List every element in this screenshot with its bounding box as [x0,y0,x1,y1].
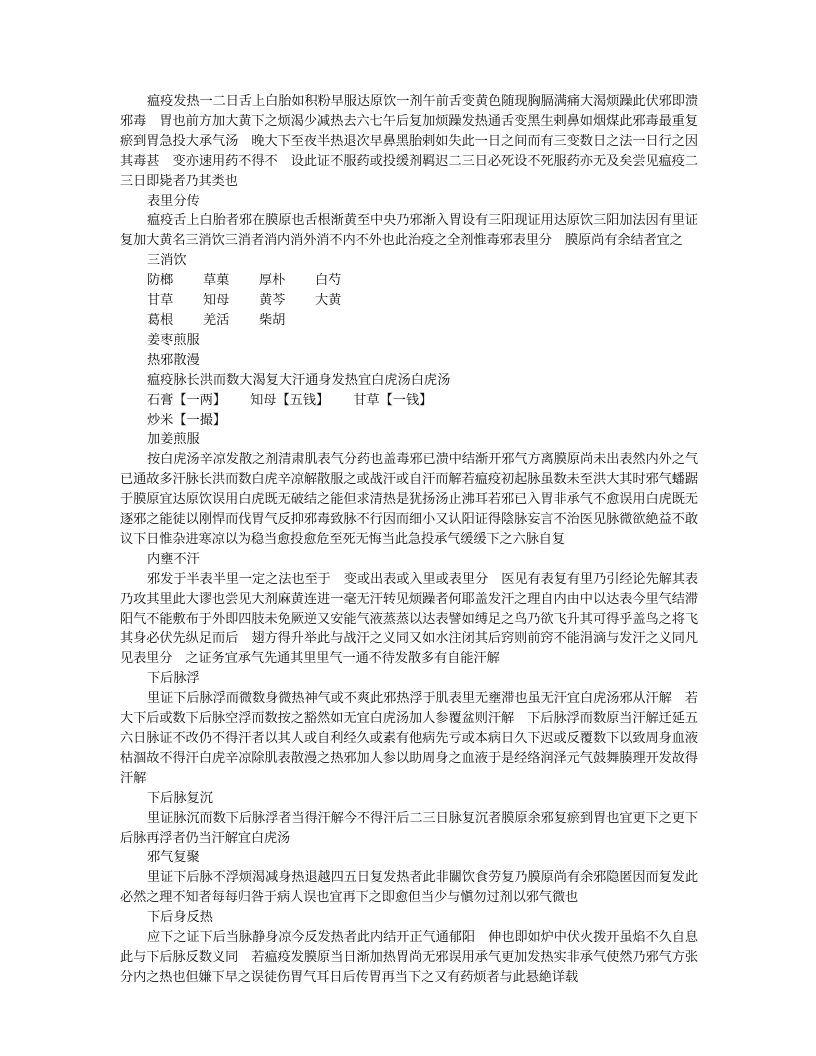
paragraph: 里证下后脉浮而微数身微热神气或不爽此邪热浮于肌表里无壅滞也虽无汗宜白虎汤邪从汗解 若大下后或数下后脉空浮而数按之豁然如无宜白虎汤加人参覆盆则汗解 下后脉浮而数原当汗解迁延五六日脉证不改仍不得汗者以其人或自利经久或素有他病先亏或本病日久下迟或反覆数下以致周身血液枯涸故不得汗白虎辛凉除肌表散漫之热邪加人参以助周身之血液于是经络润泽元气鼓舞腠理开发故得汗解 [120,691,698,786]
paragraph: 里证下后脉不浮烦渴减身热退越四五日复发热者此非關饮食劳复乃膜原尚有余邪隐匿因而复发此必然之理不知者每每归咎于病人误也宜再下之即愈但当少与愼勿过剂以邪气微也 [120,870,698,906]
instruction-line: 加姜煎服 [147,432,200,448]
paragraph: 应下之证下后当脉静身凉今反发热者此内结开正气通郁阳 伸也即如炉中伏火拨开虽焰不久自息此与下后脉反数义同 若瘟疫发膜原当日渐加热胃尚无邪误用承气更加发热实非承气使然乃邪气方张分内之热也但嫌下早之误徒伤胃气耳日后传胃再当下之又有药烦者与此悬絶详载 [120,930,698,985]
dose-row [120,391,698,411]
section-heading: 表里分传 [147,193,200,209]
herb-name: 黄芩 [259,293,286,309]
paragraph: 邪发于半表半里一定之法也至于 变或出表或入里或表里分 医见有表复有里乃引经论先解其表乃攻其里此大谬也尝见大剂麻黄连进一毫无汗转见烦躁者何耶盖发汗之理自内由中以达表今里气结滞阳气不能敷布于外即四肢未免厥逆又安能气液蒸蒸以达表譬如缚足之鸟乃欲飞升其可得乎盖鸟之将飞其身必伏先纵足而后 翅方得升举此与战汗之义同又如水注闭其后窍则前窍不能涓滴与发汗之义同凡见表里分 之证务宜承气先通其里里气一通不待发散多有自能汗解 [120,571,698,667]
herb-row [120,271,698,291]
paragraph: 里证脉沉而数下后脉浮者当得汗解今不得汗后二三日脉复沉者膜原余邪复瘀到胃也宜更下之更下后脉再浮者仍当汗解宜白虎汤 [120,810,698,846]
herb-name: 草菓 [203,273,230,289]
dose-item: 甘草【一钱】 [353,392,433,408]
section-heading: 下后身反热 [147,910,213,926]
herb-name: 知母 [203,293,230,309]
herb-name: 白芍 [315,273,342,289]
dose-item: 石膏【一两】 [147,392,227,408]
section-heading: 下后脉复沉 [147,790,213,806]
section-heading: 邪气复聚 [147,850,200,866]
document-page [120,92,698,988]
herb-name: 厚朴 [259,273,286,289]
formula-heading: 三消饮 [147,253,187,269]
section-heading: 下后脉浮 [147,671,200,687]
herb-name: 大黄 [315,293,342,309]
instruction-line: 姜枣煎服 [147,332,200,348]
herb-name: 甘草 [147,293,174,309]
instruction-line: 瘟疫脉长洪而数大渴复大汗通身发热宜白虎汤白虎汤 [147,372,451,388]
paragraph: 瘟疫舌上白胎者邪在膜原也舌根渐黄至中央乃邪渐入胃设有三阳现证用达原饮三阳加法因有里证复加大黄名三消饮三消者消内消外消不内不外也此治疫之全剂惟毒邪表里分 膜原尚有余结者宜之 [120,213,698,249]
herb-row [120,291,698,311]
herb-name: 葛根 [147,312,174,328]
dose-item: 炒米【一撮】 [147,412,227,428]
section-heading: 内壅不汗 [147,551,200,567]
herb-name: 羌活 [203,312,230,328]
section-heading: 热邪散漫 [147,352,200,368]
paragraph: 瘟疫发热一二日舌上白胎如积粉早服达原饮一剂午前舌变黄色随现胸膈满痛大渴烦躁此伏邪即溃邪毒 胃也前方加大黄下之烦渴少减热去六七午后复加烦躁发热通舌变黑生剌鼻如烟煤此邪毒最重复瘀到胃急投大承气汤 晚大下至夜半热退次早鼻黑胎剌如失此一日之间而有三变数日之法一日行之因其毒甚 变亦速用药不得不 设此证不服药或投缓剂羁迟二三日必死设不死服药亦无及矣尝见瘟疫二三日即毙者乃其类也 [120,94,698,189]
herb-name: 防榔 [147,273,174,289]
herb-row [120,311,698,331]
paragraph: 按白虎汤辛凉发散之剂清肃肌表气分药也盖毒邪已溃中结渐开邪气方离膜原尚未出表然内外之气已通故多汗脉长洪而数白虎辛凉解散服之或战汗或自汗而解若瘟疫初起脉虽数未至洪大其时邪气蟠踞于膜原宜达原饮误用白虎既无破结之能但求清热是犹扬汤止沸耳若邪已入胃非承气不愈误用白虎既无逐邪之能徒以刚悍而伐胃气反抑邪毒致脉不行因而细小又认阳证得陰脉妄言不治医见脉微欲絶益不敢议下日惟杂进寒凉以为稳当愈投愈危至死无悔当此急投承气缓缓下之六脉自复 [120,452,698,547]
dose-item: 知母【五钱】 [250,392,330,408]
herb-name: 柴胡 [259,312,286,328]
